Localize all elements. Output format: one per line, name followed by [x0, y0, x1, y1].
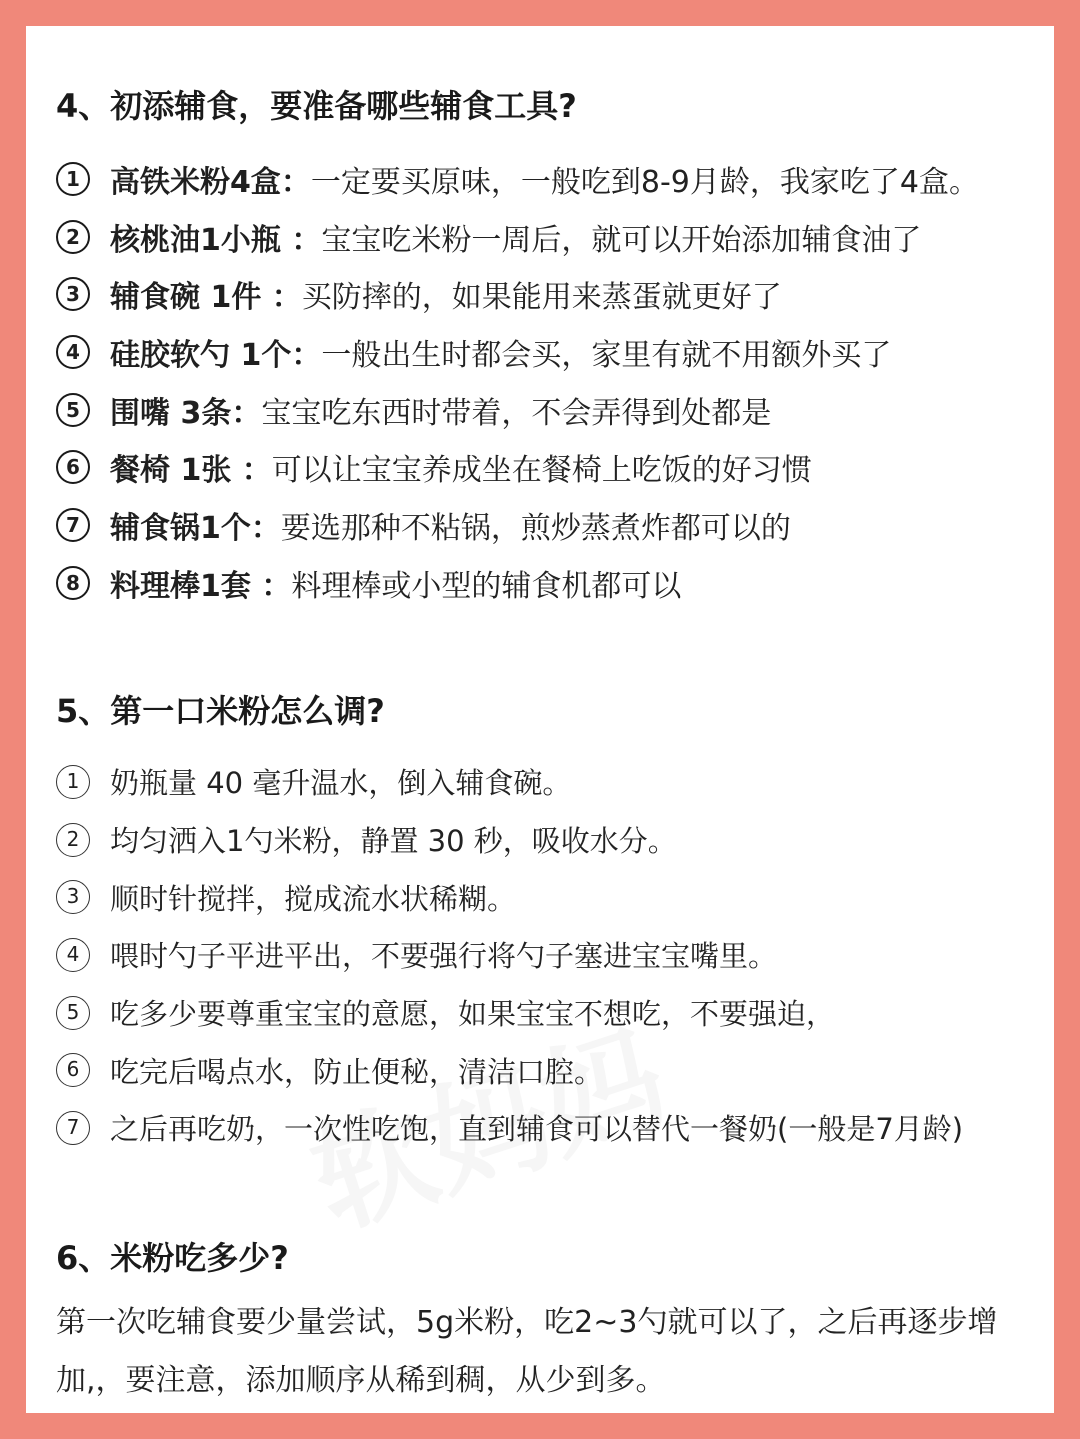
item-label: 围嘴 3条：: [110, 395, 262, 431]
circled-number: 1: [56, 765, 90, 799]
circled-number: 2: [56, 823, 90, 857]
item-description: 一定要买原味，一般吃到8-9月龄，我家吃了4盒。: [310, 164, 979, 200]
step-text: 喂时勺子平进平出，不要强行将勺子塞进宝宝嘴里。: [110, 939, 778, 974]
section-heading: 6、米粉吃多少?: [56, 1239, 289, 1277]
item-description: 宝宝吃东西时带着，不会弄得到处都是: [261, 395, 772, 431]
item-label: 餐椅 1张 ：: [110, 453, 272, 489]
item-label: 辅食碗 1件 ：: [110, 280, 302, 316]
list-item: [56, 496, 1054, 554]
step-text: 奶瓶量 40 毫升温水，倒入辅食碗。: [110, 766, 572, 801]
tools-list: [56, 150, 1054, 612]
list-item: [56, 926, 1054, 984]
list-item: [56, 438, 1054, 496]
item-label: 高铁米粉4盒：: [110, 164, 311, 200]
section-heading: 5、第一口米粉怎么调?: [56, 692, 385, 730]
circled-number: 2: [56, 220, 90, 254]
circled-number: 1: [56, 162, 90, 196]
circled-number: 7: [56, 508, 90, 542]
steps-list: [56, 753, 1054, 1157]
step-text: 均匀洒入1勺米粉，静置 30 秒，吸收水分。: [110, 824, 677, 859]
item-description: 可以让宝宝养成坐在餐椅上吃饭的好习惯: [271, 453, 812, 489]
item-label: 硅胶软勺 1个：: [110, 337, 322, 373]
circled-number: 3: [56, 880, 90, 914]
item-description: 要选那种不粘锅，煎炒蒸煮炸都可以的: [280, 510, 791, 546]
list-item: [56, 984, 1054, 1042]
step-text: 吃完后喝点水，防止便秘，清洁口腔。: [110, 1054, 604, 1089]
list-item: [56, 811, 1054, 869]
list-item: [56, 381, 1054, 439]
item-label: 辅食锅1个：: [110, 510, 281, 546]
list-item: [56, 323, 1054, 381]
circled-number: 5: [56, 393, 90, 427]
section-heading: 4、初添辅食，要准备哪些辅食工具?: [56, 87, 577, 125]
content-card: [26, 26, 1054, 1413]
step-text: 之后再吃奶，一次性吃饱，直到辅食可以替代一餐奶(一般是7月龄): [110, 1112, 964, 1147]
item-label: 核桃油1小瓶 ：: [110, 222, 322, 258]
section-first-rice-cereal: [56, 689, 1054, 1157]
circled-number: 7: [56, 1111, 90, 1145]
list-item: [56, 868, 1054, 926]
section-tools: [56, 84, 1054, 612]
circled-number: 4: [56, 938, 90, 972]
list-item: [56, 208, 1054, 266]
list-item: [56, 150, 1054, 208]
circled-number: 6: [56, 1053, 90, 1087]
list-item: [56, 1099, 1054, 1157]
list-item: [56, 265, 1054, 323]
item-description: 料理棒或小型的辅食机都可以: [291, 568, 682, 604]
section-amount: [56, 1236, 1054, 1410]
item-description: 买防摔的，如果能用来蒸蛋就更好了: [301, 280, 782, 316]
circled-number: 5: [56, 996, 90, 1030]
item-label: 料理棒1套 ：: [110, 568, 292, 604]
circled-number: 4: [56, 335, 90, 369]
step-text: 顺时针搅拌，搅成流水状稀糊。: [110, 881, 517, 916]
list-item: [56, 1041, 1054, 1099]
item-description: 宝宝吃米粉一周后，就可以开始添加辅食油了: [321, 222, 922, 258]
circled-number: 3: [56, 277, 90, 311]
list-item: [56, 753, 1054, 811]
list-item: [56, 554, 1054, 612]
item-description: 一般出生时都会买，家里有就不用额外买了: [321, 337, 892, 373]
amount-paragraph: 第一次吃辅食要少量尝试，5g米粉，吃2~3勺就可以了，之后再逐步增加,，要注意，添加顺序从稀到稠，从少到多。: [56, 1305, 998, 1398]
circled-number: 6: [56, 450, 90, 484]
circled-number: 8: [56, 566, 90, 600]
step-text: 吃多少要尊重宝宝的意愿，如果宝宝不想吃，不要强迫，: [110, 997, 836, 1032]
